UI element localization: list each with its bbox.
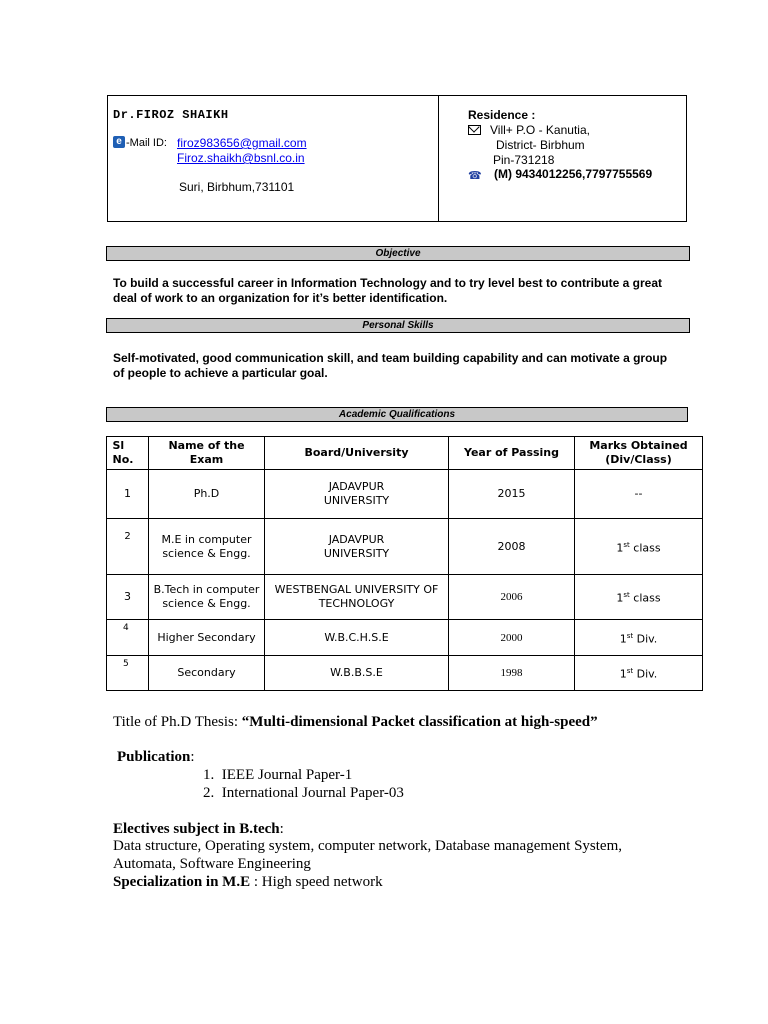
email-link-secondary[interactable]: Firoz.shaikh@bsnl.co.in xyxy=(177,151,305,165)
specialization-value: : High speed network xyxy=(250,874,383,890)
row-marks: -- xyxy=(575,470,703,519)
residence-line-1: Vill+ P.O - Kanutia, xyxy=(490,123,590,137)
table-row xyxy=(107,470,703,519)
electives-line-1: Data structure, Operating system, computer network, Database management System, xyxy=(113,838,623,854)
skills-heading: Personal Skills xyxy=(106,318,690,333)
contact-box xyxy=(107,95,687,222)
row-sl: 1 xyxy=(107,470,149,519)
publication-item-1: IEEE Journal Paper-1 xyxy=(221,767,353,783)
marks-number: 1 xyxy=(616,541,624,555)
thesis-line xyxy=(113,714,598,731)
specialization-line xyxy=(113,874,383,891)
mail-id-label: -Mail ID: xyxy=(126,137,167,149)
skills-text: Self-motivated, good communication skill, and team building capability and can motivate a group of people to achieve a particular goal. xyxy=(113,351,668,380)
marks-superscript: st xyxy=(626,631,634,640)
row-exam: Secondary xyxy=(149,656,265,691)
internet-explorer-icon: e xyxy=(113,136,125,148)
header-year: Year of Passing xyxy=(449,437,575,470)
publication-item: 2. International Journal Paper-03 xyxy=(203,785,404,801)
publication-label: Publication xyxy=(117,749,191,765)
table-row xyxy=(107,575,703,620)
row-sl: 3 xyxy=(107,575,149,620)
residence-title: Residence : xyxy=(468,108,536,122)
row-board-text: JADAVPUR UNIVERSITY xyxy=(323,532,390,560)
row-exam-text: B.Tech in computer science & Engg. xyxy=(153,583,260,610)
row-sl-text: 2 xyxy=(124,531,131,542)
row-marks xyxy=(575,575,703,620)
electives-colon: : xyxy=(279,821,284,837)
marks-number: 1 xyxy=(619,667,627,681)
telephone-icon: ☎ xyxy=(468,170,482,182)
marks-text: class xyxy=(629,541,661,555)
marks-text: class xyxy=(629,591,661,605)
row-board-text: WESTBENGAL UNIVERSITY OF TECHNOLOGY xyxy=(274,583,439,610)
envelope-icon xyxy=(468,125,481,135)
row-marks xyxy=(575,519,703,575)
thesis-label: Title of Ph.D Thesis: xyxy=(113,714,242,730)
electives-heading xyxy=(113,821,284,838)
row-board: W.B.B.S.E xyxy=(265,656,449,691)
marks-superscript: st xyxy=(626,667,634,676)
row-sl-text: 5 xyxy=(123,659,129,669)
row-year: 2006 xyxy=(449,575,575,620)
contact-divider xyxy=(438,96,439,221)
row-sl xyxy=(107,519,149,575)
header-exam: Name of the Exam xyxy=(149,437,265,470)
publication-heading xyxy=(117,749,195,766)
marks-number: 1 xyxy=(619,632,627,646)
marks-superscript: st xyxy=(623,591,630,600)
marks-superscript: st xyxy=(623,540,630,549)
academic-table xyxy=(106,436,703,691)
electives-line-2: Automata, Software Engineering xyxy=(113,856,311,872)
phone-numbers: (M) 9434012256,7797755569 xyxy=(494,167,653,181)
row-marks xyxy=(575,656,703,691)
specialization-label: Specialization in M.E xyxy=(113,874,251,890)
candidate-name: Dr.FIROZ SHAIKH xyxy=(113,108,229,122)
header-sl-no: Sl No. xyxy=(107,437,149,470)
row-year: 1998 xyxy=(449,656,575,691)
thesis-title: “Multi-dimensional Packet classification at high-speed” xyxy=(241,714,598,730)
row-exam xyxy=(149,519,265,575)
row-sl xyxy=(107,656,149,691)
row-board xyxy=(265,575,449,620)
marks-text: Div. xyxy=(633,632,658,646)
row-board-text: JADAVPUR UNIVERSITY xyxy=(323,480,390,507)
row-sl-text: 4 xyxy=(123,623,129,633)
residence-line-2: District- Birbhum xyxy=(496,138,585,152)
table-row xyxy=(107,656,703,691)
row-board: W.B.C.H.S.E xyxy=(265,620,449,656)
residence-line-3: Pin-731218 xyxy=(493,153,555,167)
row-year: 2000 xyxy=(449,620,575,656)
row-sl xyxy=(107,620,149,656)
row-exam: Ph.D xyxy=(149,470,265,519)
row-marks xyxy=(575,620,703,656)
academic-heading: Academic Qualifications xyxy=(106,407,688,422)
electives-label: Electives subject in B.tech xyxy=(113,821,280,837)
table-row xyxy=(107,620,703,656)
row-year: 2008 xyxy=(449,519,575,575)
marks-text: Div. xyxy=(633,667,658,681)
header-board: Board/University xyxy=(265,437,449,470)
objective-heading: Objective xyxy=(106,246,690,261)
row-exam-text: M.E in computer science & Engg. xyxy=(161,532,252,560)
marks-number: 1 xyxy=(616,591,624,605)
objective-text: To build a successful career in Information Technology and to try level best to contribute a great deal of work to an organization for it’s better identification. xyxy=(113,276,662,305)
row-board xyxy=(265,470,449,519)
publication-colon: : xyxy=(190,749,195,765)
row-year: 2015 xyxy=(449,470,575,519)
header-marks: Marks Obtained (Div/Class) xyxy=(575,437,703,470)
table-row xyxy=(107,519,703,575)
row-exam: Higher Secondary xyxy=(149,620,265,656)
row-board xyxy=(265,519,449,575)
email-link-primary[interactable]: firoz983656@gmail.com xyxy=(177,136,307,150)
publication-item: 1. IEEE Journal Paper-1 xyxy=(203,767,353,783)
city-address: Suri, Birbhum,731101 xyxy=(179,180,295,194)
publication-item-2: International Journal Paper-03 xyxy=(221,785,404,801)
table-header-row xyxy=(107,437,703,470)
row-exam xyxy=(149,575,265,620)
